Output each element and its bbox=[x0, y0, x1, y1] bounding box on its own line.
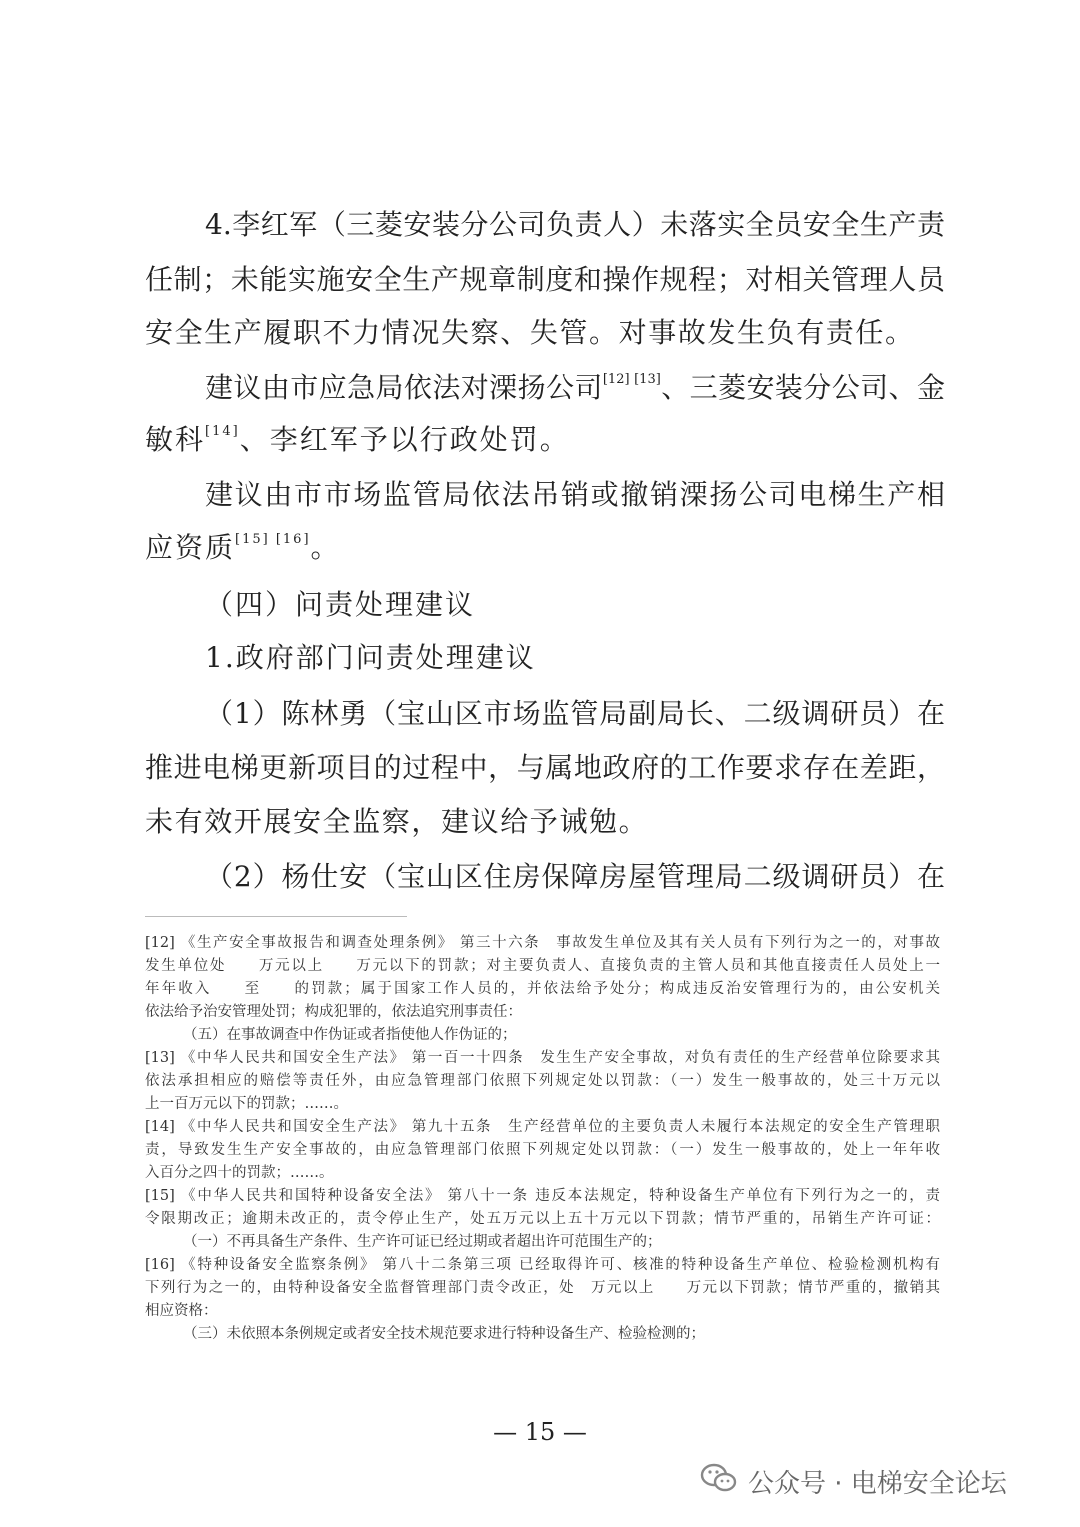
body-line: 推进电梯更新项目的过程中，与属地政府的工作要求存在差距， bbox=[145, 751, 945, 784]
body-line: 安全生产履职不力情况失察、失管。对事故发生负有责任。 bbox=[145, 316, 915, 349]
body-line: 任制；未能实施安全生产规章制度和操作规程；对相关管理人员 bbox=[145, 263, 945, 296]
text: 敏科 bbox=[145, 423, 206, 456]
section-heading: （四）问责处理建议 bbox=[205, 588, 476, 621]
footnote-divider bbox=[145, 916, 407, 917]
footnote-line: [13] 《中华人民共和国安全生产法》 第一百一十四条 发生生产安全事故，对负有责任的生产经营单位除要求其 bbox=[145, 1050, 940, 1066]
text: 建议由市应急局依法对溧扬公司 bbox=[205, 371, 603, 404]
footnote-ref: [14] bbox=[205, 424, 240, 439]
footnote-line: （三）未依照本条例规定或者安全技术规范要求进行特种设备生产、检验检测的； bbox=[183, 1326, 705, 1342]
text: 。 bbox=[310, 531, 341, 564]
text: 、李红军予以行政处罚。 bbox=[239, 423, 570, 456]
body-line: （1）陈林勇（宝山区市场监管局副局长、二级调研员）在 bbox=[205, 697, 945, 730]
footnote-line: 入百分之四十的罚款；……。 bbox=[145, 1165, 334, 1181]
footnote-line: 发生单位处 万元以上 万元以下的罚款；对主要负责人、直接负责的主管人员和其他直接责任人员处上一 bbox=[145, 958, 940, 974]
footnote-line: 年年收入 至 的罚款；属于国家工作人员的，并依法给予处分；构成违反治安管理行为的，由公安机关 bbox=[145, 981, 940, 997]
footnote-line: 相应资格： bbox=[145, 1303, 218, 1319]
body-line: （2）杨仕安（宝山区住房保障房屋管理局二级调研员）在 bbox=[205, 860, 945, 893]
text: 、三菱安装分公司、金 bbox=[660, 371, 945, 404]
footnote-line: 下列行为之一的，由特种设备安全监督管理部门责令改正，处 万元以上 万元以下罚款；情节严重的，撤销其 bbox=[145, 1280, 940, 1296]
footnote-line: 依法给予治安管理处罚；构成犯罪的，依法追究刑事责任： bbox=[145, 1004, 522, 1020]
footnote-line: [15] 《中华人民共和国特种设备安全法》 第八十一条 违反本法规定，特种设备生产单位有下列行为之一的，责 bbox=[145, 1188, 940, 1204]
page-number: — 15 — bbox=[493, 1418, 587, 1446]
body-line bbox=[145, 420, 570, 460]
footnote-line: [16] 《特种设备安全监察条例》 第八十二条第三项 已经取得许可、核准的特种设备生产单位、检验检测机构有 bbox=[145, 1257, 940, 1273]
footnote-line: （五）在事故调查中作伪证或者指使他人作伪证的； bbox=[183, 1027, 517, 1043]
footnote-line: 上一百万元以下的罚款；……。 bbox=[145, 1096, 348, 1112]
footnote-line: 令限期改正；逾期未改正的，责令停止生产，处五万元以上五十万元以下罚款；情节严重的，吊销生产许可证： bbox=[145, 1211, 940, 1227]
body-line: 4.李红军（三菱安装分公司负责人）未落实全员安全生产责 bbox=[205, 208, 945, 241]
footnote-line: [12] 《生产安全事故报告和调查处理条例》 第三十六条 事故发生单位及其有关人员有下列行为之一的，对事故 bbox=[145, 935, 940, 951]
watermark-text: 公众号 · 电梯安全论坛 bbox=[748, 1469, 1007, 1499]
footnote-ref: [12] [13] bbox=[602, 372, 661, 387]
wechat-icon bbox=[700, 1462, 738, 1501]
footnote-line: （一）不再具备生产条件、生产许可证已经过期或者超出许可范围生产的； bbox=[183, 1234, 662, 1250]
body-line bbox=[145, 528, 341, 568]
footnote-line: 依法承担相应的赔偿等责任外，由应急管理部门依照下列规定处以罚款：（一）发生一般事故的，处三十万元以 bbox=[145, 1073, 940, 1089]
footnote-line: 责，导致发生生产安全事故的，由应急管理部门依照下列规定处以罚款：（一）发生一般事故的，处上一年年收 bbox=[145, 1142, 940, 1158]
subsection-heading: 1.政府部门问责处理建议 bbox=[205, 641, 536, 674]
watermark bbox=[700, 1462, 1007, 1501]
body-line: 建议由市市场监管局依法吊销或撤销溧扬公司电梯生产相 bbox=[205, 478, 945, 511]
text: 应资质 bbox=[145, 531, 236, 564]
body-line bbox=[205, 368, 945, 408]
footnote-ref: [15] [16] bbox=[235, 532, 311, 547]
body-line: 未有效开展安全监察，建议给予诫勉。 bbox=[145, 805, 649, 838]
footnote-line: [14] 《中华人民共和国安全生产法》 第九十五条 生产经营单位的主要负责人未履行本法规定的安全生产管理职 bbox=[145, 1119, 940, 1135]
